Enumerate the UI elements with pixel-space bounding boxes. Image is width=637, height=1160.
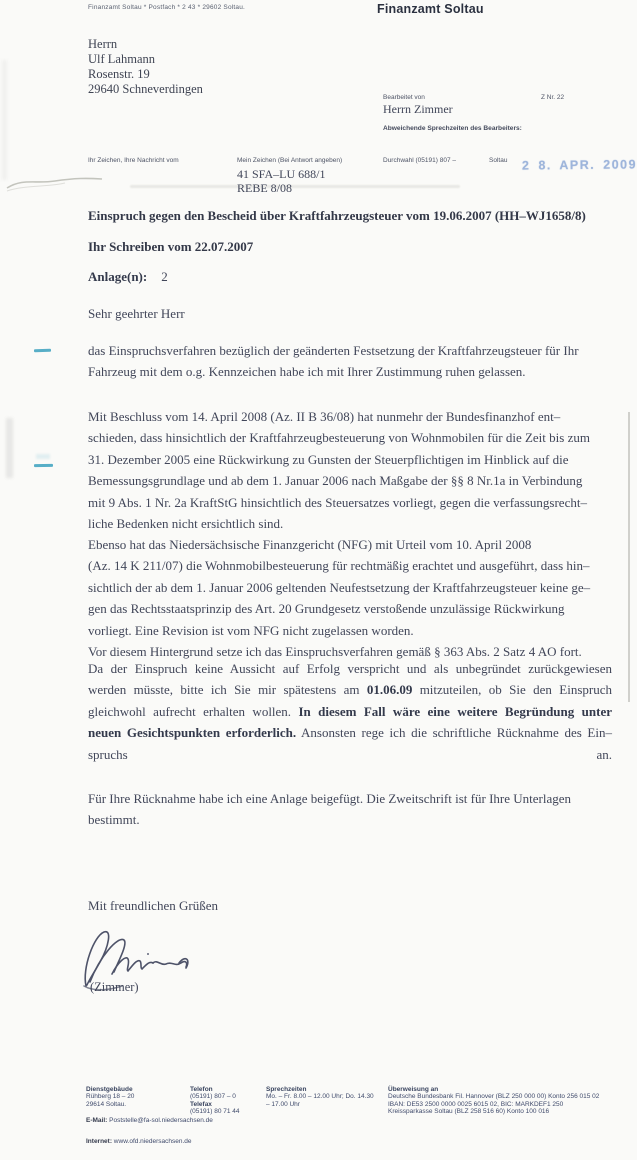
direct-dial-label: Durchwahl (05191) 807 – [383,157,456,164]
z-number: Z Nr. 22 [541,94,565,101]
body-line: bestimmt. [88,812,140,828]
subject-line-2: Ihr Schreiben vom 22.07.2007 [88,239,254,254]
body-line: 31. Dezember 2005 eine Rückwirkung zu Gunsten der Steuerpflichtigen im Hinblick auf die [88,451,569,467]
footer-line: Rühberg 18 – 20 [86,1093,135,1101]
internet-value: www.ofd.niedersachsen.de [112,1138,192,1145]
address-line: Ulf Lahmann [88,52,155,66]
attachments-label: Anlage(n): [88,269,148,284]
footer-office-hours [266,1086,374,1108]
body-paragraph-2 [88,406,612,534]
body-line: gen das Rechtsstaatsprinzip des Art. 20 Grundgesetz verstoßende unzulässige Rückwirkung [88,601,565,617]
your-reference-label: Ihr Zeichen, Ihre Nachricht vom [88,157,179,164]
body-paragraph-5 [88,788,612,831]
footer-line: IBAN: DE53 2500 0000 0025 6015 02, BIC: MARKDEF1 250 [388,1100,564,1108]
body-line: schieden, dass hinsichtlich der Kraftfahrzeugbesteuerung von Wohnmobilen für die Zeit bis zum [88,430,590,446]
body-line: Mit Beschluss vom 14. April 2008 (Az. II B 36/08) hat nunmehr der Bundesfinanzhof ent– [88,409,561,424]
internet-label: Internet: [86,1138,112,1145]
received-date-stamp: 2 8. APR. 2009 [521,157,637,173]
signer-name: (Zimmer) [90,980,139,994]
footer-phone [190,1086,240,1116]
processed-by-label: Bearbeitet von [383,94,425,101]
footer-line: Telefax [190,1100,212,1108]
body-line: liche Bedenken nicht ersichtlich sind. [88,515,284,531]
place-label: Soltau [489,157,508,164]
footer-line: Dienstgebäude [86,1086,133,1093]
email-label: E-Mail: [86,1117,108,1124]
sender-return-address: Finanzamt Soltau * Postfach * 2 43 * 29602 Soltau. [88,4,246,11]
address-line: Rosenstr. 19 [88,67,150,81]
my-reference-value: 41 SFA–LU 688/1 [237,167,326,181]
subject-line-1: Einspruch gegen den Bescheid über Kraftfahrzeugsteuer vom 19.06.2007 (HH–WJ1658/8) [88,208,586,223]
body-line: werden müsste, bitte ich Sie mir spätestens am 01.06.09 mitzuteilen, ob Sie den Einspruch [88,682,612,698]
footer-line: (05191) 80 71 44 [190,1108,240,1116]
footer-line: Kreissparkasse Soltau (BLZ 258 516 60) Konto 100 016 [388,1108,550,1116]
footer-internet [86,1138,192,1145]
body-line: gleichwohl aufrecht erhalten wollen. In diesem Fall wäre eine weitere Begründung unter [88,703,613,719]
scan-smudge [6,418,13,478]
body-line: Ebenso hat das Niedersächsische Finanzgericht (NFG) mit Urteil vom 10. April 2008 [88,537,532,552]
office-name: Finanzamt Soltau [377,2,484,16]
page-edge-shadow [628,412,630,702]
footer-line: – 17.00 Uhr [266,1100,300,1108]
attachments-line [88,269,168,285]
body-line: (Az. 14 K 211/07) die Wohnmobilbesteuerung für rechtmäßig erachtet und ausgeführt, dass hin– [88,558,590,574]
body-line: Für Ihre Rücknahme habe ich eine Anlage beigefügt. Die Zweitschrift ist für Ihre Unterlagen [88,791,571,806]
deviating-hours-label: Abweichende Sprechzeiten des Bearbeiters: [383,125,522,132]
closing-salute: Mit freundlichen Grüßen [88,898,218,913]
footer-line: Deutsche Bundesbank Fil. Hannover (BLZ 250 000 00) Konto 256 015 02 [388,1093,600,1101]
footer-office-building [86,1086,134,1108]
body-line: das Einspruchsverfahren bezüglich der geänderten Festsetzung der Kraftfahrzeugsteuer für Ihr [88,343,579,358]
body-paragraph-4 [88,658,612,765]
body-line: spruchs an. [88,746,612,762]
footer-email [86,1117,213,1124]
scan-fold-band [130,185,460,188]
body-line: Bemessungsgrundlage und ab dem 1. Januar 2006 nach Maßgabe der §§ 8 Nr.1a in Verbindung [88,473,583,489]
body-line: Vor diesem Hintergrund setze ich das Einspruchsverfahren gemäß § 363 Abs. 2 Satz 4 AO fort. [88,643,582,659]
salutation: Sehr geehrter Herr [88,306,185,321]
body-paragraph-3 [88,534,612,662]
footer-line: 29614 Soltau. [86,1100,127,1108]
recipient-address-block [88,37,203,97]
footer-line: Sprechzeiten [266,1086,307,1093]
fold-crease-squiggle [5,168,105,194]
margin-mark [34,349,51,352]
margin-mark-ghost [36,454,50,459]
email-value: Poststelle@fa-sol.niedersachsen.de [107,1117,213,1124]
body-paragraph-1 [88,340,612,383]
processed-by-name: Herrn Zimmer [383,102,453,116]
body-line: neuen Gesichtspunkten erforderlich. Ansonsten rege ich die schriftliche Rücknahme des Ein– [88,725,612,741]
footer-line: Mo. – Fr. 8.00 – 12.00 Uhr; Do. 14.30 [266,1093,374,1101]
my-reference-value-2: REBE 8/08 [237,181,293,195]
address-line: Herrn [88,37,118,51]
attachments-count: 2 [161,269,168,284]
body-line: Fahrzeug mit dem o.g. Kennzeichen habe ich mit Ihrer Zustimmung ruhen gelassen. [88,364,526,380]
footer-line: (05191) 807 – 0 [190,1093,236,1101]
body-line: mit 9 Abs. 1 Nr. 2a KraftStG hinsichtlich des Steuersatzes vorliegt, gegen die verfassungsrecht– [88,494,587,510]
address-line: 29640 Schneverdingen [88,82,203,96]
body-line: vorliegt. Eine Revision ist vom NFG nicht zugelassen worden. [88,622,414,638]
body-line: sichtlich der ab dem 1. Januar 2006 geltenden Neufestsetzung der Kraftfahrzeugsteuer keine ge– [88,579,591,595]
margin-mark [34,464,53,467]
body-line: Da der Einspruch keine Aussicht auf Erfolg verspricht und als unbegründet zurückgewiesen [88,661,612,676]
footer-line: Telefon [190,1086,213,1093]
my-reference-label: Mein Zeichen (Bei Antwort angeben) [237,157,343,164]
footer-line: Überweisung an [388,1086,439,1093]
footer-bank-details [388,1086,599,1116]
scan-smudge [2,60,7,180]
